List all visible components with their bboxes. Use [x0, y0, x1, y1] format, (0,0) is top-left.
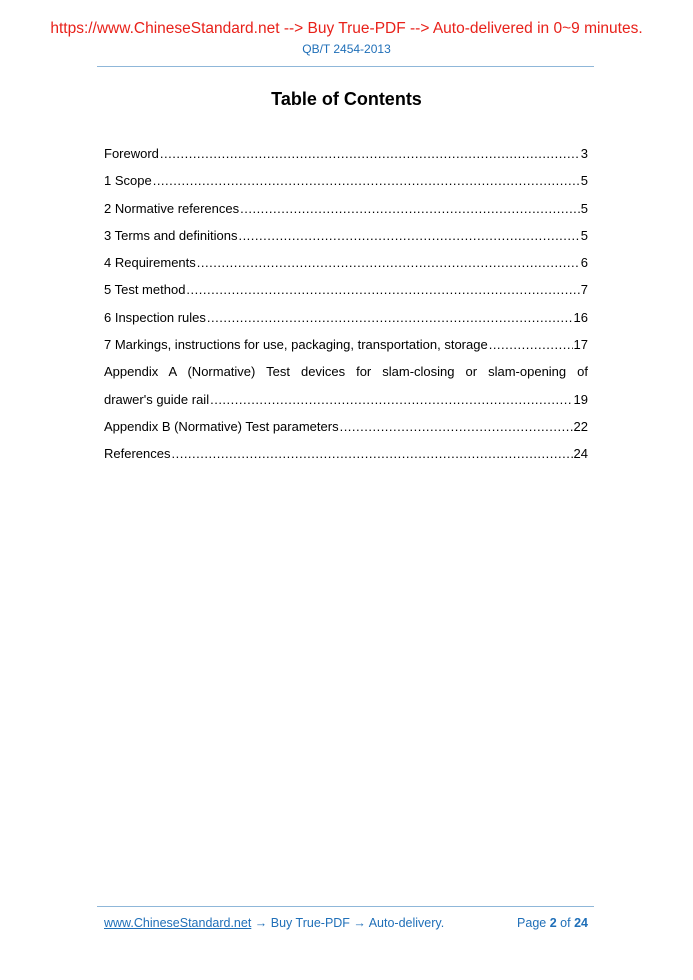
dot-leader — [186, 276, 579, 303]
total-pages: 24 — [574, 916, 588, 930]
dot-leader — [238, 222, 579, 249]
toc-entry-appendix-a[interactable] — [104, 358, 588, 413]
dot-leader — [171, 440, 572, 467]
promo-link[interactable]: https://www.ChineseStandard.net --> Buy True-PDF --> Auto-delivered in 0~9 minutes. — [50, 20, 643, 37]
dot-leader — [207, 304, 573, 331]
toc-entry-test-method[interactable] — [104, 276, 588, 303]
toc-entry-label: 7 Markings, instructions for use, packaging, transportation, storage — [104, 337, 488, 353]
toc-entry-label: 6 Inspection rules — [104, 309, 206, 325]
footer-tagline: → Buy True-PDF → Auto-delivery. — [251, 916, 445, 930]
standard-code: QB/T 2454-2013 — [302, 42, 391, 56]
footer-site-link[interactable]: www.ChineseStandard.net — [104, 916, 252, 930]
toc-entry-scope[interactable] — [104, 167, 588, 194]
toc-entry-label: Appendix B (Normative) Test parameters — [104, 418, 339, 434]
toc-entry-page: 6 — [580, 255, 588, 271]
toc-entry-markings[interactable] — [104, 331, 588, 358]
toc-entry-requirements[interactable] — [104, 249, 588, 276]
toc-entry-terms-definitions[interactable] — [104, 222, 588, 249]
toc-entry-label: 2 Normative references — [104, 200, 240, 216]
toc-entry-page: 22 — [573, 418, 588, 434]
toc-entry-appendix-b[interactable] — [104, 413, 588, 440]
toc-entry-label: 4 Requirements — [104, 255, 196, 271]
toc-entry-foreword[interactable] — [104, 140, 588, 167]
toc-entry-label: Foreword — [104, 146, 159, 161]
dot-leader — [210, 386, 572, 413]
toc-entry-page: 17 — [573, 337, 588, 353]
page-number — [517, 916, 588, 930]
dot-leader — [160, 140, 580, 167]
toc-entry-label: References — [104, 446, 171, 462]
dot-leader — [340, 413, 573, 440]
toc-entry-page: 5 — [580, 227, 588, 243]
page-title: Table of Contents — [271, 89, 422, 109]
dot-leader — [153, 167, 580, 194]
page-word: Page — [517, 916, 547, 930]
of-word: of — [560, 916, 571, 930]
toc-entry-label: 1 Scope — [104, 173, 152, 189]
toc-entry-label-line1: Appendix A (Normative) Test devices for slam-closing or slam-opening of — [104, 364, 588, 380]
dot-leader — [489, 331, 573, 358]
toc-entry-normative-references[interactable] — [104, 195, 588, 222]
dot-leader — [240, 195, 580, 222]
current-page: 2 — [549, 916, 557, 930]
toc-entry-page: 3 — [580, 146, 588, 161]
toc-entry-page: 19 — [573, 391, 588, 407]
dot-leader — [197, 249, 580, 276]
toc-entry-page: 5 — [580, 173, 588, 189]
table-of-contents — [104, 140, 588, 468]
toc-entry-label: 3 Terms and definitions — [104, 227, 238, 243]
toc-entry-label: 5 Test method — [104, 282, 186, 298]
header-divider — [97, 66, 594, 67]
toc-entry-page: 5 — [580, 200, 588, 216]
toc-entry-page: 16 — [573, 309, 588, 325]
toc-entry-page: 24 — [573, 446, 588, 462]
footer-divider — [97, 906, 594, 907]
toc-entry-references[interactable] — [104, 440, 588, 467]
toc-entry-label-line2: drawer's guide rail — [104, 391, 210, 407]
toc-entry-inspection-rules[interactable] — [104, 304, 588, 331]
toc-entry-page: 7 — [580, 282, 588, 298]
